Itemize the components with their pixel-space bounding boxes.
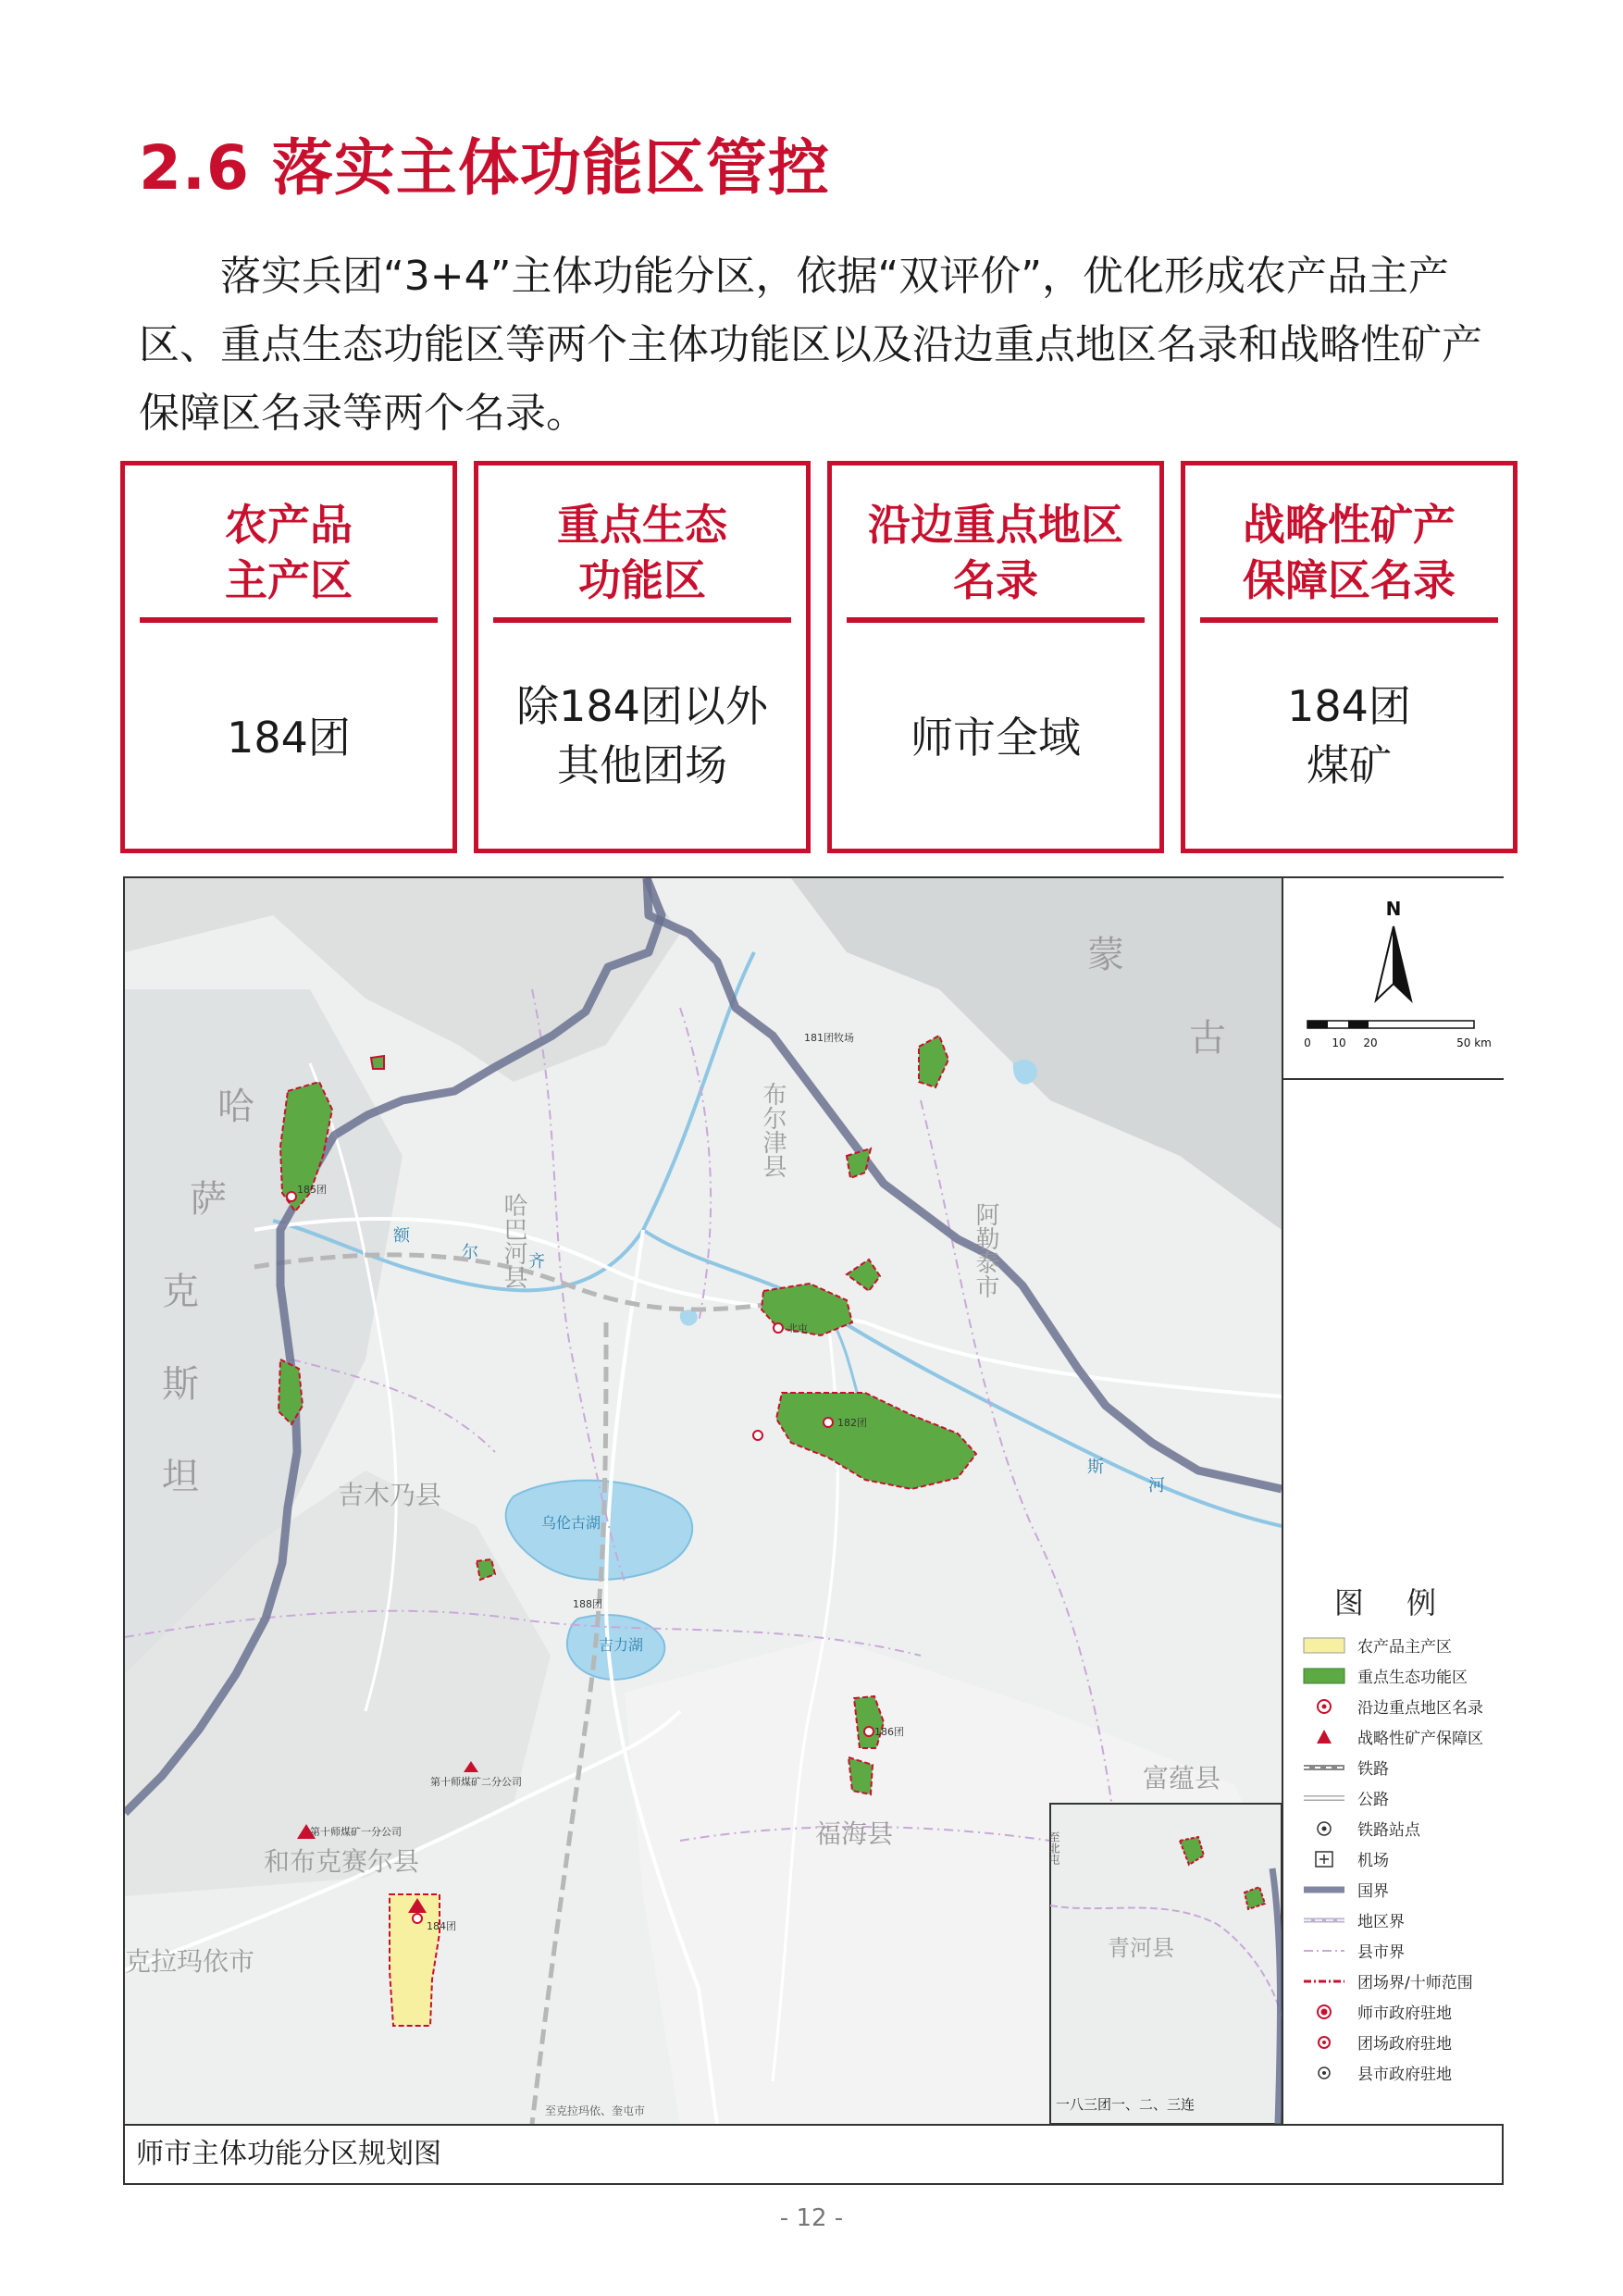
card-title-line: 保障区名录	[1243, 555, 1456, 605]
regiment-seat-symbol	[824, 1418, 833, 1427]
legend-label: 县市政府驻地	[1357, 2066, 1452, 2084]
river-label-char: 齐	[528, 1252, 545, 1272]
card-border-region-list	[827, 461, 1164, 853]
red-triangle-icon	[1302, 1727, 1346, 1747]
legend-label: 重点生态功能区	[1357, 1669, 1468, 1687]
yellow-fill-icon	[1302, 1635, 1346, 1656]
station-symbol-icon	[1302, 1818, 1346, 1839]
river-label-char: 斯	[1087, 1458, 1104, 1477]
legend-label: 团场政府驻地	[1357, 2035, 1452, 2054]
legend-item	[1302, 1721, 1483, 1752]
card-title	[832, 497, 1159, 608]
county-label: 阿勒泰市	[972, 1202, 999, 1298]
country-label-char: 斯	[162, 1363, 199, 1406]
card-divider	[847, 617, 1145, 623]
legend-item	[1302, 1843, 1483, 1874]
card-body-line: 煤矿	[1307, 740, 1392, 790]
page-number: - 12 -	[779, 2204, 844, 2232]
map-caption: 师市主体功能分区规划图	[125, 2124, 1502, 2183]
national-boundary-icon	[1302, 1880, 1346, 1900]
legend-label: 县市界	[1357, 1943, 1405, 1962]
legend	[1302, 1630, 1483, 2088]
north-arrow-half	[1376, 926, 1394, 1000]
card-divider	[493, 617, 791, 623]
map-canvas	[125, 878, 1282, 2124]
division-seat-symbol	[774, 1323, 783, 1333]
country-label-char: 克	[162, 1271, 199, 1313]
legend-label: 师市政府驻地	[1357, 2004, 1452, 2023]
legend-label: 沿边重点地区名录	[1357, 1699, 1483, 1718]
legend-item	[1302, 1813, 1483, 1843]
card-strategic-mineral-list	[1181, 461, 1518, 853]
inset-county-label: 青河县	[1108, 1935, 1174, 1961]
card-title-line: 农产品	[225, 500, 353, 550]
regiment-seat-symbol	[753, 1431, 762, 1440]
legend-item	[1302, 1782, 1483, 1813]
section-title: 2.6 落实主体功能区管控	[139, 132, 830, 204]
lake-label: 吉力湖	[599, 1636, 644, 1654]
road-line-icon	[1302, 1788, 1346, 1808]
legend-item	[1302, 1630, 1483, 1660]
card-body	[478, 676, 806, 795]
red-circle-icon	[1302, 1696, 1346, 1717]
legend-label: 机场	[1357, 1852, 1389, 1870]
card-ecological-zone	[474, 461, 811, 853]
inset-caption: 一八三团一、二、三连	[1056, 2096, 1196, 2113]
place-label: 181团牧场	[804, 1032, 854, 1044]
card-title	[125, 497, 452, 608]
eco-zone	[849, 1757, 873, 1794]
map-bottom-text: 至克拉玛依、奎屯市	[545, 2104, 646, 2117]
card-body	[832, 708, 1159, 767]
place-label: 182团	[837, 1417, 867, 1429]
map-side-panel	[1282, 878, 1504, 2124]
scale-label: 20	[1363, 1036, 1378, 1049]
inset-corner-text: 至北屯	[1047, 1831, 1060, 1865]
card-title	[1185, 497, 1513, 608]
regiment-boundary-icon	[1302, 1971, 1346, 1992]
place-label: 第十师煤矿二分公司	[430, 1776, 522, 1788]
place-label: 185团	[297, 1184, 327, 1196]
card-body-line: 184团	[1287, 681, 1411, 731]
country-label-char: 萨	[190, 1178, 227, 1221]
regiment-seat-symbol	[287, 1192, 296, 1201]
legend-label: 战略性矿产保障区	[1357, 1730, 1483, 1748]
place-label: 186团	[874, 1726, 904, 1738]
country-label-char: 蒙	[1087, 934, 1124, 976]
regiment-seat-symbol	[413, 1914, 422, 1923]
north-arrow-half	[1394, 926, 1411, 1000]
card-body-line: 184团	[227, 713, 351, 763]
river-label-char: 尔	[462, 1243, 478, 1262]
intro-paragraph: 落实兵团“3+4”主体功能分区，依据“双评价”，优化形成农产品主产区、重点生态功能区等两个主体功能区以及沿边重点地区名录和战略性矿产保障区名录等两个名录。	[139, 253, 1482, 437]
lake-label: 乌伦古湖	[541, 1514, 601, 1532]
legend-item	[1302, 1966, 1483, 1996]
card-body	[1185, 676, 1513, 795]
function-zone-cards	[120, 461, 1508, 855]
country-label-char: 哈	[217, 1086, 254, 1128]
card-agricultural-zone	[120, 461, 457, 853]
legend-item	[1302, 1874, 1483, 1905]
county-boundary-icon	[1302, 1941, 1346, 1961]
airport-symbol-icon	[1302, 1849, 1346, 1869]
county-seat-icon	[1302, 2063, 1346, 2083]
card-body	[125, 708, 452, 767]
place-label: 188团	[573, 1598, 602, 1610]
river-label-char: 额	[393, 1226, 410, 1246]
card-title-line: 战略性矿产	[1243, 500, 1456, 550]
card-divider	[140, 617, 438, 623]
county-label: 福海县	[815, 1818, 894, 1849]
prefecture-boundary-icon	[1302, 1910, 1346, 1930]
card-title-line: 主产区	[225, 555, 353, 605]
north-arrow-and-scale	[1283, 878, 1504, 1080]
inset-map	[1047, 1804, 1282, 2124]
legend-item	[1302, 1935, 1483, 1966]
legend-label: 农产品主产区	[1357, 1638, 1452, 1657]
scale-label: 10	[1332, 1036, 1346, 1049]
scale-bar	[1304, 1021, 1492, 1049]
legend-item	[1302, 2057, 1483, 2088]
place-label: 184团	[427, 1920, 456, 1932]
county-label: 哈巴河县	[500, 1193, 527, 1289]
legend-item	[1302, 1905, 1483, 1935]
legend-title: 图 例	[1333, 1585, 1454, 1620]
legend-label: 地区界	[1357, 1913, 1405, 1931]
county-label: 克拉玛依市	[125, 1946, 255, 1977]
country-label-char: 坦	[162, 1456, 199, 1498]
place-label: 北屯	[787, 1322, 808, 1334]
legend-item	[1302, 1996, 1483, 2027]
card-body-line: 除184团以外	[516, 681, 768, 731]
legend-label: 国界	[1357, 1882, 1389, 1901]
legend-label: 公路	[1357, 1791, 1389, 1809]
regiment-seat-symbol	[864, 1727, 873, 1736]
legend-item	[1302, 1752, 1483, 1782]
county-label: 和布克赛尔县	[264, 1846, 420, 1877]
zoning-map	[123, 876, 1504, 2185]
legend-label: 铁路站点	[1357, 1821, 1420, 1840]
regiment-seat-icon	[1302, 2032, 1346, 2053]
county-label: 布尔津县	[759, 1082, 787, 1178]
green-fill-icon	[1302, 1666, 1346, 1686]
place-label: 第十师煤矿一分公司	[310, 1826, 402, 1838]
card-body-line: 其他团场	[557, 740, 727, 790]
legend-label: 铁路	[1357, 1760, 1389, 1779]
card-divider	[1200, 617, 1498, 623]
card-title-line: 名录	[953, 555, 1038, 605]
card-title	[478, 497, 806, 608]
legend-item	[1302, 1691, 1483, 1721]
north-arrow-icon	[1283, 878, 1504, 1078]
legend-label: 团场界/十师范围	[1357, 1974, 1473, 1992]
legend-item	[1302, 2027, 1483, 2057]
scale-label: 50 km	[1456, 1036, 1492, 1049]
division-seat-icon	[1302, 2002, 1346, 2022]
eco-zone	[371, 1056, 384, 1069]
north-label: N	[1385, 898, 1402, 920]
river-label-char: 河	[1148, 1476, 1165, 1496]
county-label: 富蕴县	[1143, 1763, 1221, 1793]
card-title-line: 沿边重点地区	[868, 500, 1123, 550]
county-label: 吉木乃县	[338, 1480, 442, 1510]
card-title-line: 重点生态	[557, 500, 727, 550]
inset-frame	[1050, 1804, 1282, 2124]
card-body-line: 师市全域	[911, 713, 1081, 763]
card-title-line: 功能区	[578, 555, 706, 605]
legend-item	[1302, 1660, 1483, 1691]
railway-line-icon	[1302, 1757, 1346, 1778]
country-label-char: 古	[1189, 1017, 1226, 1060]
scale-label: 0	[1304, 1036, 1311, 1049]
